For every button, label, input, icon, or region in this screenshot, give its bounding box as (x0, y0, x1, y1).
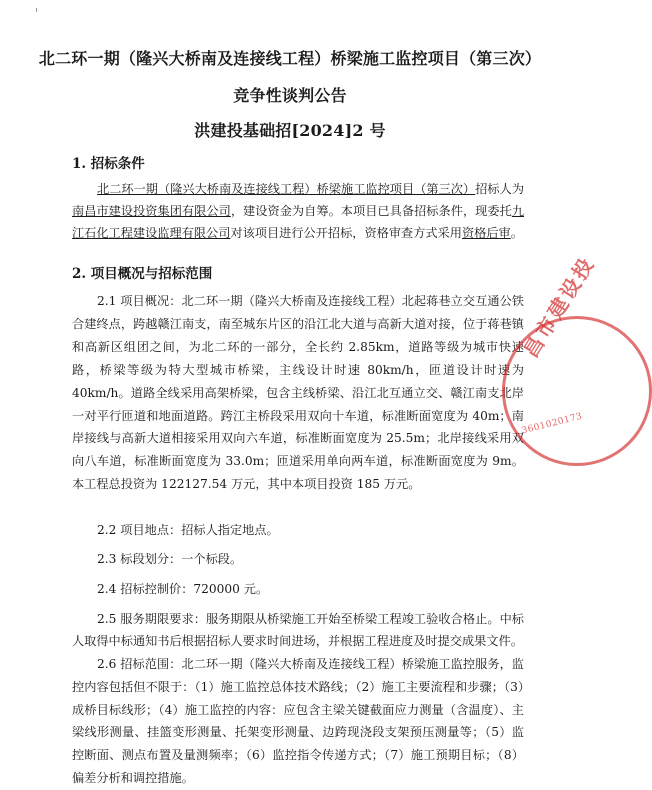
qualification-method: 资格后审 (462, 226, 511, 240)
tenderer-name: 南昌市建设投资集团有限公司 (72, 204, 231, 218)
title-line-1: 北二环一期（隆兴大桥南及连接线工程）桥梁施工监控项目（第三次） (38, 49, 542, 68)
section-1-heading: 1. 招标条件 (72, 156, 145, 172)
title-line-3: 洪建投基础招[2024]2 号 (194, 121, 386, 140)
item-2-5-service-period: 2.5 服务期限要求：服务期限从桥梁施工开始至桥梁工程竣工验收合格止。中标人取得中标通知书后根据招标人要求时间进场，并根据工程进度及时提交成果文件。 (72, 612, 524, 648)
seal-text: 昌市建设投 (518, 251, 600, 362)
section-2-heading: 2. 项目概况与招标范围 (72, 266, 213, 282)
scan-mark (36, 8, 37, 12)
item-2-3-lots: 2.3 标段划分：一个标段。 (97, 552, 243, 566)
section-1-paragraph: 北二环一期（隆兴大桥南及连接线工程）桥梁施工监控项目（第三次）招标人为南昌市建设投资集团有限公司，建设资金为自筹。本项目已具备招标条件，现委托九江石化工程建设监理有限公司对该项目进行公开招标，资格审查方式采用资格后审。 (72, 182, 525, 240)
item-2-6-scope: 2.6 招标范围：北二环一期（隆兴大桥南及连接线工程）桥梁施工监控服务，监控内容包括但不限于：（1）施工监控总体技术路线；（2）施工主要流程和步骤；（3）成桥目标线形；（4）施工监控的内容：应包含主梁关键截面应力测量（含温度）、主梁线形测量、挂篮变形测量、托架变形测量、边跨现浇段支架预压测量等；（5）监控断面、测点布置及量测频率；（6）监控指令传递方式；（7）施工预期目标；（8）偏差分析和调控措施。 (72, 657, 524, 785)
title-line-2: 竞争性谈判公告 (233, 86, 347, 105)
project-name: 北二环一期（隆兴大桥南及连接线工程）桥梁施工监控项目（第三次） (97, 182, 476, 196)
agency-name: 九江石化工程建设监理有限公司 (72, 204, 525, 240)
item-2-1-overview: 2.1 项目概况：北二环一期（隆兴大桥南及连接线工程）北起蒋巷立交互通公铁合建终点，跨越赣江南支，南至城东片区的沿江北大道与高新大道对接，位于蒋巷镇和高新区组团之间，为北二环的一部分，全长约 2.85km，道路等级为城市快速路，桥梁等级为特大型城市桥梁，主线设计时速 80km/h，匝道设计时速为 40km/h。道路全线采用高架桥梁，包含主线桥梁、沿江北互通立交、赣江南支北岸一对平行匝道和地面道路。跨江主桥段采用双向十车道，标准断面宽度为 40m；南岸接线与高新大道相接采用双向六车道，标准断面宽度为 25.5m；北岸接线采用双向八车道，标准断面宽度为 33.0m；匝道采用单向两车道，标准断面宽度为 9m。本工程总投资为 122127.54 万元，其中本项目投资 185 万元。 (72, 294, 524, 492)
item-2-4-control-price: 2.4 招标控制价：720000 元。 (97, 582, 269, 596)
item-2-2-location: 2.2 项目地点：招标人指定地点。 (97, 523, 279, 537)
seal-number: 3601020173 (520, 411, 584, 437)
official-seal (502, 251, 652, 466)
